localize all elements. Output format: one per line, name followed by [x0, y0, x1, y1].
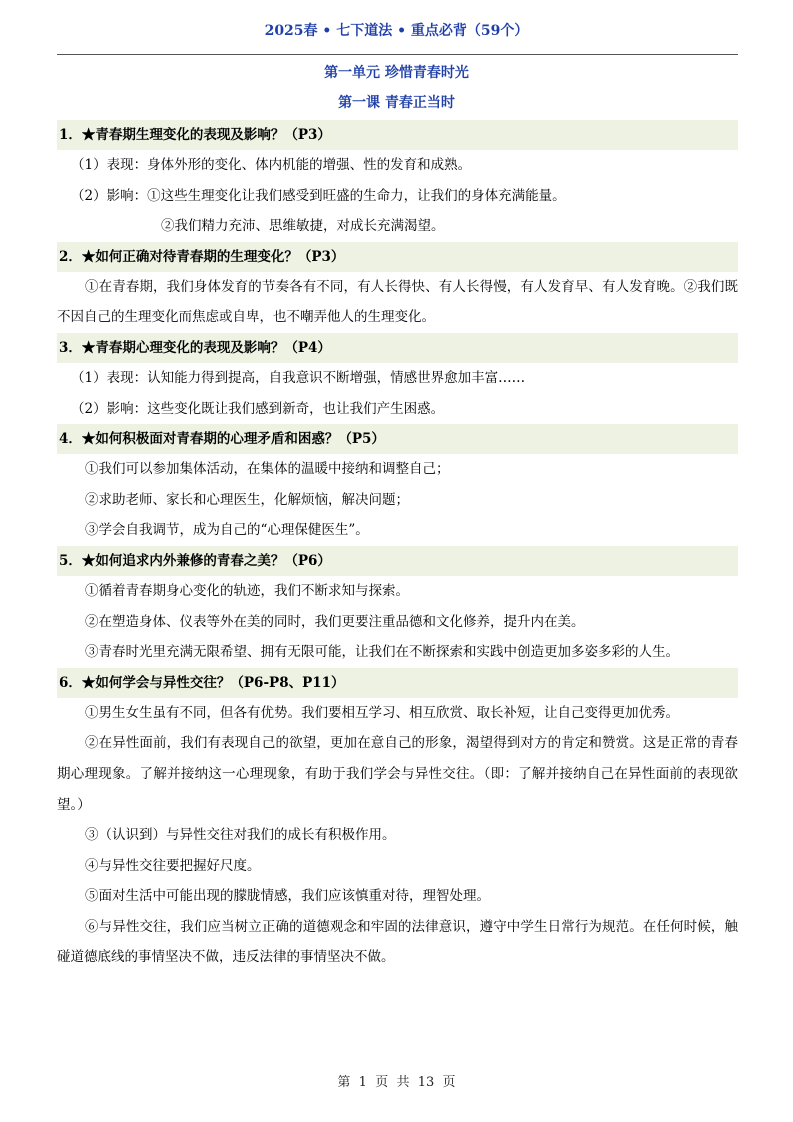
answer-line: （1）表现：身体外形的变化、体内机能的增强、性的发育和成熟。 — [71, 157, 472, 173]
unit-title: 第一单元 珍惜青春时光 — [324, 65, 469, 81]
lesson-title: 第一课 青春正当时 — [338, 95, 455, 111]
header-divider — [57, 54, 738, 55]
question-heading-3: 3．★青春期心理变化的表现及影响？（P4） — [57, 333, 738, 363]
answer-paragraph: ③青春时光里充满无限希望、拥有无限可能，让我们在不断探索和实践中创造更加多姿多彩的人生。 — [85, 644, 679, 661]
answer-line: ④与异性交往要把握好尺度。 — [85, 857, 261, 874]
answer-paragraph: ⑥与异性交往，我们应当树立正确的道德观念和牢固的法律意识，遵守中学生日常行为规范。在任何时候，触碰道德底线的事情坚决不做，违反法律的事情坚决不做。 — [57, 918, 738, 966]
document-header-title: 2025春 • 七下道法 • 重点必背（59个） — [264, 23, 529, 39]
answer-paragraph: ①男生女生虽有不同，但各有优势。我们要相互学习、相互欣赏、取长补短，让自己变得更加优秀。 — [85, 704, 679, 721]
answer-paragraph: ①在青春期，我们身体发育的节奏各有不同，有人长得快、有人长得慢，有人发育早、有人发育晚。②我们既不因自己的生理变化而焦虑或自卑，也不嘲弄他人的生理变化。 — [57, 278, 738, 326]
question-heading-2: 2．★如何正确对待青春期的生理变化？（P3） — [57, 242, 738, 272]
answer-line: ②我们精力充沛、思维敏捷，对成长充满渴望。 — [161, 218, 445, 235]
answer-line: ①循着青春期身心变化的轨迹，我们不断求知与探索。 — [85, 582, 409, 599]
answer-line: （1）表现：认知能力得到提高，自我意识不断增强，情感世界愈加丰富…… — [71, 369, 526, 386]
question-heading-5: 5．★如何追求内外兼修的青春之美？（P6） — [57, 546, 738, 576]
answer-line: ⑤面对生活中可能出现的朦胧情感，我们应该慎重对待，理智处理。 — [85, 888, 490, 905]
answer-line: ③（认识到）与异性交往对我们的成长有积极作用。 — [85, 827, 396, 844]
answer-line: ②求助老师、家长和心理医生，化解烦恼，解决问题； — [85, 491, 409, 508]
answer-line: （2）影响：①这些生理变化让我们感受到旺盛的生命力，让我们的身体充满能量。 — [71, 187, 566, 204]
question-heading-1: 1．★青春期生理变化的表现及影响？（P3） — [57, 120, 738, 150]
document-body — [57, 120, 738, 973]
answer-line: ②在塑造身体、仪表等外在美的同时，我们更要注重品德和文化修养，提升内在美。 — [85, 613, 585, 630]
answer-line: （2）影响：这些变化既让我们感到新奇，也让我们产生困惑。 — [71, 400, 445, 417]
question-heading-6: 6．★如何学会与异性交往？（P6-P8、P11） — [57, 668, 738, 698]
question-heading-4: 4．★如何积极面对青春期的心理矛盾和困惑？（P5） — [57, 424, 738, 454]
answer-line: ③学会自我调节，成为自己的“心理保健医生”。 — [85, 522, 369, 539]
answer-line: ①我们可以参加集体活动，在集体的温暖中接纳和调整自己； — [85, 461, 450, 478]
page-number-footer: 第 1 页 共 13 页 — [337, 1075, 456, 1090]
answer-paragraph: ②在异性面前，我们有表现自己的欲望，更加在意自己的形象，渴望得到对方的肯定和赞赏。这是正常的青春期心理现象。了解并接纳这一心理现象，有助于我们学会与异性交往。（即：了解并接纳自己在异性面前的表现欲望。） — [57, 735, 738, 813]
